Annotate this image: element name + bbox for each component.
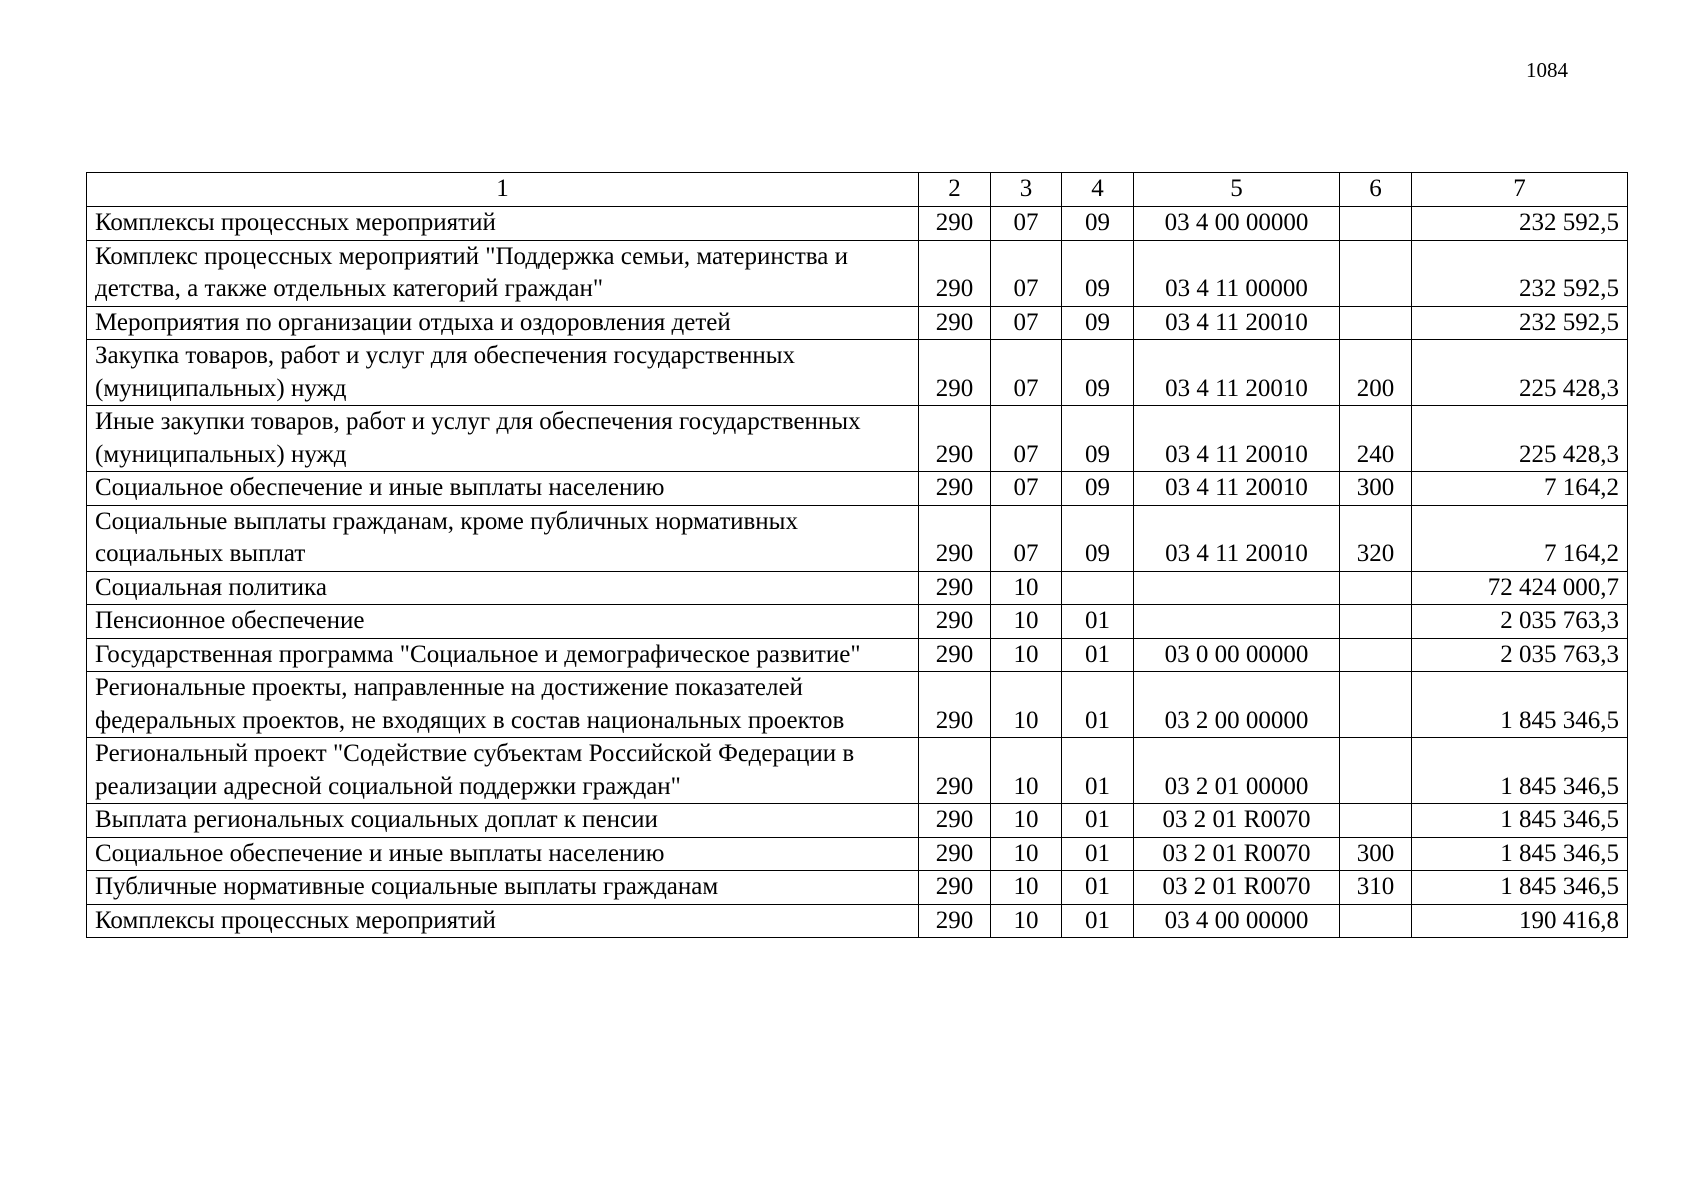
row-admin-code: 290 [919,804,991,838]
table-row [87,406,1628,472]
table-row [87,207,1628,241]
row-admin-code: 290 [919,306,991,340]
row-amount: 232 592,5 [1412,240,1628,306]
row-name: Выплата региональных социальных доплат к пенсии [87,804,919,838]
row-target-article [1134,605,1340,639]
header-cell: 1 [87,173,919,207]
row-subsection: 09 [1062,240,1134,306]
row-amount: 7 164,2 [1412,505,1628,571]
row-target-article: 03 0 00 00000 [1134,638,1340,672]
row-section: 07 [991,340,1062,406]
row-subsection: 09 [1062,306,1134,340]
row-admin-code: 290 [919,871,991,905]
table-row [87,638,1628,672]
row-name: Социальные выплаты гражданам, кроме публичных нормативных социальных выплат [87,505,919,571]
table-row [87,738,1628,804]
row-amount: 190 416,8 [1412,904,1628,938]
row-section: 10 [991,738,1062,804]
row-subsection: 01 [1062,904,1134,938]
row-name: Социальное обеспечение и иные выплаты населению [87,472,919,506]
row-admin-code: 290 [919,340,991,406]
row-subsection: 01 [1062,605,1134,639]
table-row [87,804,1628,838]
row-subsection: 01 [1062,804,1134,838]
row-section: 10 [991,904,1062,938]
row-expense-type [1340,904,1412,938]
row-subsection: 09 [1062,207,1134,241]
row-section: 07 [991,306,1062,340]
row-amount: 1 845 346,5 [1412,738,1628,804]
table-row [87,240,1628,306]
row-target-article: 03 4 11 20010 [1134,306,1340,340]
row-section: 07 [991,406,1062,472]
table-row [87,505,1628,571]
row-name: Комплекс процессных мероприятий "Поддержка семьи, материнства и детства, а также отдельных категорий граждан" [87,240,919,306]
row-section: 10 [991,871,1062,905]
row-target-article: 03 4 11 20010 [1134,472,1340,506]
row-subsection: 01 [1062,871,1134,905]
row-admin-code: 290 [919,672,991,738]
row-amount: 232 592,5 [1412,207,1628,241]
row-expense-type [1340,672,1412,738]
row-section: 10 [991,638,1062,672]
row-expense-type [1340,571,1412,605]
row-subsection [1062,571,1134,605]
row-admin-code: 290 [919,738,991,804]
row-expense-type: 310 [1340,871,1412,905]
header-cell: 4 [1062,173,1134,207]
header-cell: 6 [1340,173,1412,207]
row-target-article: 03 4 11 00000 [1134,240,1340,306]
table-row [87,672,1628,738]
budget-table [86,172,1628,938]
row-admin-code: 290 [919,406,991,472]
row-admin-code: 290 [919,904,991,938]
row-target-article: 03 4 00 00000 [1134,207,1340,241]
row-admin-code: 290 [919,472,991,506]
row-target-article: 03 2 01 00000 [1134,738,1340,804]
row-target-article: 03 2 00 00000 [1134,672,1340,738]
row-section: 10 [991,605,1062,639]
header-cell: 7 [1412,173,1628,207]
row-section: 10 [991,571,1062,605]
row-name: Региональные проекты, направленные на достижение показателей федеральных проектов, не входящих в состав национальных проектов [87,672,919,738]
row-expense-type: 300 [1340,472,1412,506]
row-subsection: 09 [1062,340,1134,406]
row-expense-type: 300 [1340,837,1412,871]
table-row [87,871,1628,905]
row-name: Социальное обеспечение и иные выплаты населению [87,837,919,871]
row-target-article: 03 4 11 20010 [1134,406,1340,472]
row-name: Региональный проект "Содействие субъектам Российской Федерации в реализации адресной социальной поддержки граждан" [87,738,919,804]
row-target-article: 03 4 11 20010 [1134,340,1340,406]
header-cell: 3 [991,173,1062,207]
row-subsection: 01 [1062,837,1134,871]
row-expense-type [1340,207,1412,241]
row-amount: 7 164,2 [1412,472,1628,506]
row-amount: 1 845 346,5 [1412,871,1628,905]
row-expense-type: 320 [1340,505,1412,571]
row-section: 07 [991,505,1062,571]
row-admin-code: 290 [919,240,991,306]
table-row [87,472,1628,506]
row-name: Мероприятия по организации отдыха и оздоровления детей [87,306,919,340]
row-amount: 232 592,5 [1412,306,1628,340]
table-header-row [87,173,1628,207]
table-row [87,904,1628,938]
row-amount: 2 035 763,3 [1412,605,1628,639]
row-section: 07 [991,472,1062,506]
row-section: 07 [991,240,1062,306]
row-amount: 72 424 000,7 [1412,571,1628,605]
row-amount: 225 428,3 [1412,406,1628,472]
row-section: 10 [991,837,1062,871]
row-expense-type: 240 [1340,406,1412,472]
row-admin-code: 290 [919,638,991,672]
row-target-article: 03 2 01 R0070 [1134,804,1340,838]
table-body [87,207,1628,938]
table-row [87,306,1628,340]
row-target-article: 03 4 00 00000 [1134,904,1340,938]
row-name: Публичные нормативные социальные выплаты гражданам [87,871,919,905]
row-name: Комплексы процессных мероприятий [87,904,919,938]
row-expense-type [1340,738,1412,804]
row-amount: 2 035 763,3 [1412,638,1628,672]
row-expense-type [1340,306,1412,340]
header-cell: 2 [919,173,991,207]
row-admin-code: 290 [919,207,991,241]
row-admin-code: 290 [919,505,991,571]
row-name: Комплексы процессных мероприятий [87,207,919,241]
row-expense-type [1340,605,1412,639]
row-subsection: 01 [1062,638,1134,672]
row-subsection: 01 [1062,672,1134,738]
row-target-article: 03 2 01 R0070 [1134,871,1340,905]
row-admin-code: 290 [919,571,991,605]
row-section: 07 [991,207,1062,241]
row-expense-type: 200 [1340,340,1412,406]
row-subsection: 09 [1062,505,1134,571]
row-target-article: 03 4 11 20010 [1134,505,1340,571]
table-row [87,837,1628,871]
row-name: Социальная политика [87,571,919,605]
row-subsection: 09 [1062,472,1134,506]
row-target-article: 03 2 01 R0070 [1134,837,1340,871]
row-name: Закупка товаров, работ и услуг для обеспечения государственных (муниципальных) нужд [87,340,919,406]
row-amount: 1 845 346,5 [1412,837,1628,871]
row-name: Иные закупки товаров, работ и услуг для обеспечения государственных (муниципальных) нужд [87,406,919,472]
row-section: 10 [991,672,1062,738]
row-expense-type [1340,804,1412,838]
row-expense-type [1340,240,1412,306]
row-admin-code: 290 [919,605,991,639]
row-name: Пенсионное обеспечение [87,605,919,639]
row-target-article [1134,571,1340,605]
row-subsection: 09 [1062,406,1134,472]
row-amount: 1 845 346,5 [1412,672,1628,738]
table-row [87,340,1628,406]
row-admin-code: 290 [919,837,991,871]
table-row [87,605,1628,639]
row-amount: 225 428,3 [1412,340,1628,406]
row-subsection: 01 [1062,738,1134,804]
row-expense-type [1340,638,1412,672]
page-number: 1084 [1526,58,1568,82]
row-amount: 1 845 346,5 [1412,804,1628,838]
table-row [87,571,1628,605]
header-cell: 5 [1134,173,1340,207]
row-section: 10 [991,804,1062,838]
row-name: Государственная программа "Социальное и демографическое развитие" [87,638,919,672]
